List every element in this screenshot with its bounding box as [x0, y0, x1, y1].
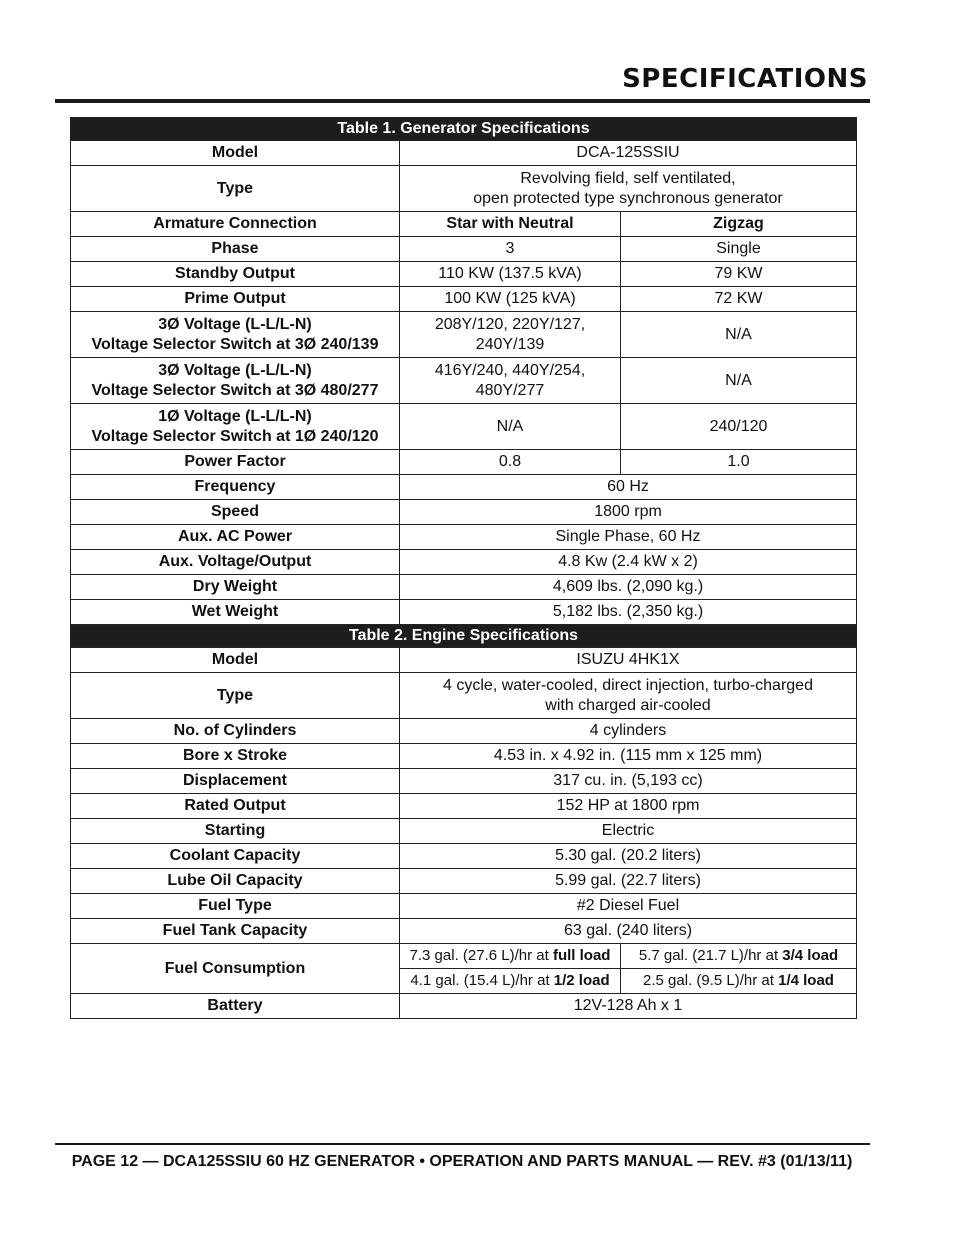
row-value: #2 Diesel Fuel: [400, 894, 857, 919]
row-value: 317 cu. in. (5,193 cc): [400, 769, 857, 794]
table-row: [71, 648, 857, 673]
table-row: [71, 450, 857, 475]
row-label: Aux. Voltage/Output: [71, 550, 400, 575]
specifications-table: [70, 117, 857, 1019]
load-level: 1/4 load: [778, 972, 834, 989]
column-header-star: Star with Neutral: [400, 212, 621, 237]
fuel-rate: 5.7 gal. (21.7 L)/hr at: [638, 947, 783, 964]
table-row: [71, 719, 857, 744]
row-value: 5,182 lbs. (2,350 kg.): [400, 600, 857, 625]
label-line: Voltage Selector Switch at 3Ø 240/139: [91, 335, 379, 353]
row-value: 4 cylinders: [400, 719, 857, 744]
label-line: 3Ø Voltage (L-L/L-N): [158, 361, 312, 379]
row-value-star: [400, 312, 621, 358]
row-label: Rated Output: [71, 794, 400, 819]
table-row: [71, 166, 857, 212]
table-row: [71, 237, 857, 262]
table1-title: Table 1. Generator Specifications: [71, 118, 857, 141]
table2-title: Table 2. Engine Specifications: [71, 625, 857, 648]
table-row: [71, 869, 857, 894]
row-value: Electric: [400, 819, 857, 844]
fuel-rate: 7.3 gal. (27.6 L)/hr at: [409, 947, 553, 964]
row-value-star: N/A: [400, 404, 621, 450]
row-value-zigzag: 72 KW: [621, 287, 857, 312]
row-value-star: 3: [400, 237, 621, 262]
table-row: [71, 794, 857, 819]
label-line: 3Ø Voltage (L-L/L-N): [158, 315, 312, 333]
row-label: [71, 404, 400, 450]
table1-header-row: [71, 118, 857, 141]
table-row: [71, 575, 857, 600]
page-title: SPECIFICATIONS: [622, 64, 868, 94]
row-value-star: 110 KW (137.5 kVA): [400, 262, 621, 287]
row-label: Model: [71, 141, 400, 166]
value-line: 480Y/277: [475, 381, 545, 399]
table-row: [71, 358, 857, 404]
table-row: [71, 994, 857, 1019]
value-line: 208Y/120, 220Y/127,: [434, 315, 586, 333]
row-value: [400, 166, 857, 212]
row-value: 5.30 gal. (20.2 liters): [400, 844, 857, 869]
row-label: Coolant Capacity: [71, 844, 400, 869]
row-label: Frequency: [71, 475, 400, 500]
table-row: [71, 525, 857, 550]
row-value-star: 0.8: [400, 450, 621, 475]
row-value: [400, 673, 857, 719]
table-row: [71, 919, 857, 944]
row-value: 4.53 in. x 4.92 in. (115 mm x 125 mm): [400, 744, 857, 769]
row-value: 152 HP at 1800 rpm: [400, 794, 857, 819]
table-row: [71, 262, 857, 287]
fuel-rate: 2.5 gal. (9.5 L)/hr at: [643, 972, 779, 989]
row-label: Phase: [71, 237, 400, 262]
footer-rule: [55, 1143, 870, 1145]
row-label: Aux. AC Power: [71, 525, 400, 550]
value-line: open protected type synchronous generator: [473, 189, 783, 207]
row-label: Fuel Tank Capacity: [71, 919, 400, 944]
row-value: 60 Hz: [400, 475, 857, 500]
row-label: Starting: [71, 819, 400, 844]
row-label: Bore x Stroke: [71, 744, 400, 769]
table-row: [71, 287, 857, 312]
label-line: 1Ø Voltage (L-L/L-N): [158, 407, 312, 425]
row-value-star: [400, 358, 621, 404]
table-row: [71, 312, 857, 358]
table-row: [71, 500, 857, 525]
table-row: [71, 819, 857, 844]
table-row: [71, 744, 857, 769]
table-row: [71, 475, 857, 500]
row-value-zigzag: N/A: [621, 358, 857, 404]
row-label: Dry Weight: [71, 575, 400, 600]
row-label: Type: [71, 673, 400, 719]
row-value: 4.8 Kw (2.4 kW x 2): [400, 550, 857, 575]
table-row: [71, 212, 857, 237]
row-label: Standby Output: [71, 262, 400, 287]
row-label: No. of Cylinders: [71, 719, 400, 744]
row-value-zigzag: Single: [621, 237, 857, 262]
header-rule: [55, 99, 870, 103]
row-label: Battery: [71, 994, 400, 1019]
table-row: [71, 141, 857, 166]
load-level: 1/2 load: [553, 972, 610, 989]
row-value: 4,609 lbs. (2,090 kg.): [400, 575, 857, 600]
row-label: Lube Oil Capacity: [71, 869, 400, 894]
row-label: Type: [71, 166, 400, 212]
fuel-full-load: [400, 944, 621, 969]
row-label: Wet Weight: [71, 600, 400, 625]
value-line: Revolving field, self ventilated,: [520, 169, 736, 187]
row-value: 5.99 gal. (22.7 liters): [400, 869, 857, 894]
table-row: [71, 673, 857, 719]
table-row: [71, 844, 857, 869]
label-line: Voltage Selector Switch at 3Ø 480/277: [91, 381, 379, 399]
row-value: Single Phase, 60 Hz: [400, 525, 857, 550]
value-line: 4 cycle, water-cooled, direct injection, turbo-charged: [443, 676, 813, 694]
table-row: [71, 769, 857, 794]
value-line: with charged air-cooled: [545, 696, 711, 714]
row-value-star: 100 KW (125 kVA): [400, 287, 621, 312]
label-line: Voltage Selector Switch at 1Ø 240/120: [91, 427, 379, 445]
fuel-rate: 4.1 gal. (15.4 L)/hr at: [410, 972, 554, 989]
table-row: [71, 944, 857, 969]
load-level: full load: [552, 947, 611, 964]
row-label: [71, 358, 400, 404]
table-row: [71, 550, 857, 575]
row-value-zigzag: 79 KW: [621, 262, 857, 287]
row-label: Displacement: [71, 769, 400, 794]
row-label: Fuel Consumption: [71, 944, 400, 994]
row-value-zigzag: 1.0: [621, 450, 857, 475]
table-row: [71, 894, 857, 919]
row-label: Power Factor: [71, 450, 400, 475]
row-label: Fuel Type: [71, 894, 400, 919]
row-value: 63 gal. (240 liters): [400, 919, 857, 944]
row-label: [71, 312, 400, 358]
row-value-zigzag: N/A: [621, 312, 857, 358]
value-line: 240Y/139: [475, 335, 545, 353]
row-label: Prime Output: [71, 287, 400, 312]
value-line: 416Y/240, 440Y/254,: [434, 361, 586, 379]
row-label: Model: [71, 648, 400, 673]
row-value: 1800 rpm: [400, 500, 857, 525]
page-footer: PAGE 12 — DCA125SSIU 60 HZ GENERATOR • OPERATION AND PARTS MANUAL — REV. #3 (01/13/11): [71, 1153, 853, 1170]
column-header-zigzag: Zigzag: [621, 212, 857, 237]
fuel-three-quarter-load: [621, 944, 857, 969]
row-label: Armature Connection: [71, 212, 400, 237]
row-value-zigzag: 240/120: [621, 404, 857, 450]
row-value: DCA-125SSIU: [400, 141, 857, 166]
table-row: [71, 404, 857, 450]
row-value: 12V-128 Ah x 1: [400, 994, 857, 1019]
fuel-half-load: [400, 969, 621, 994]
table-row: [71, 600, 857, 625]
row-label: Speed: [71, 500, 400, 525]
fuel-quarter-load: [621, 969, 857, 994]
row-value: ISUZU 4HK1X: [400, 648, 857, 673]
table2-header-row: [71, 625, 857, 648]
load-level: 3/4 load: [782, 947, 839, 964]
